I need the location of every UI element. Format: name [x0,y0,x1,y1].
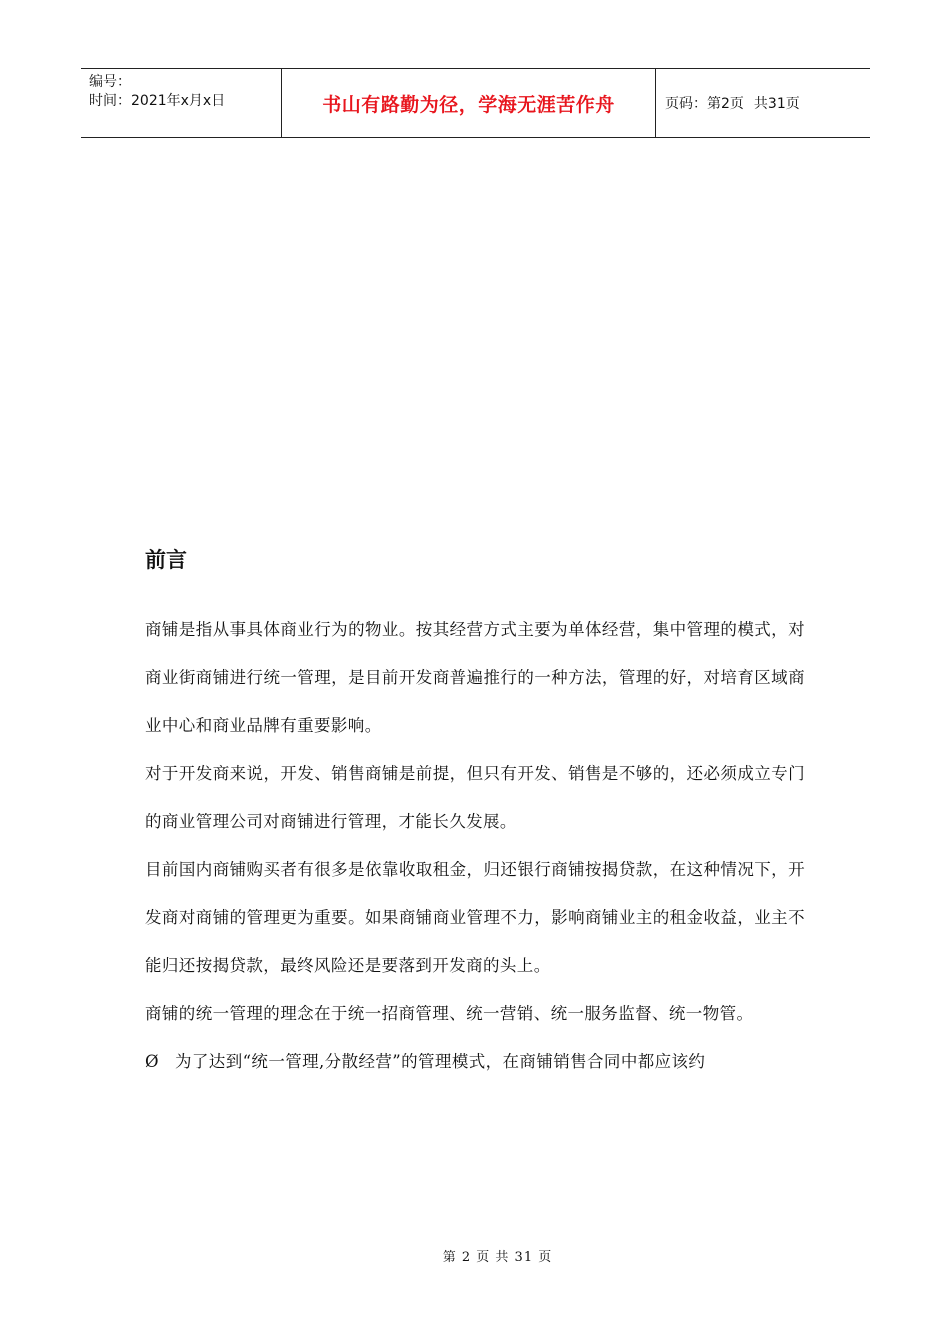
motto-text: 书山有路勤为径，学海无涯苦作舟 [322,93,615,116]
page-footer: 第 2 页 共 31 页 [442,1250,553,1265]
header-motto-cell [282,69,656,137]
page-title: 前言 [145,548,187,572]
header-table [81,68,870,138]
date-line: 时间：2021年x月x日 [89,93,226,109]
page-current: 页码：第2页 [665,96,744,112]
header-page-cell [656,69,870,137]
paragraph: 目前国内商铺购买者有很多是依靠收取租金，归还银行商铺按揭贷款，在这种情况下，开发商对商铺的管理更为重要。如果商铺商业管理不力，影响商铺业主的租金收益，业主不能归还按揭贷款，最终风险还是要落到开发商的头上。 [145,860,805,975]
paragraph: 商铺的统一管理的理念在于统一招商管理、统一营销、统一服务监督、统一物管。 [145,1004,754,1023]
paragraph: 商铺是指从事具体商业行为的物业。按其经营方式主要为单体经营，集中管理的模式，对商业街商铺进行统一管理，是目前开发商普遍推行的一种方法，管理的好，对培育区域商业中心和商业品牌有重要影响。 [145,620,805,735]
header-meta-cell [81,69,282,137]
number-label: 编号： [89,74,131,90]
bullet-text: 为了达到“统一管理,分散经营”的管理模式，在商铺销售合同中都应该约 [175,1052,706,1071]
page-total: 共31页 [753,96,800,112]
paragraph: 对于开发商来说，开发、销售商铺是前提，但只有开发、销售是不够的，还必须成立专门的商业管理公司对商铺进行管理，才能长久发展。 [145,764,805,831]
document-body [145,540,805,1086]
bullet-mark: Ø [145,1052,159,1071]
bullet-item [145,1038,805,1086]
